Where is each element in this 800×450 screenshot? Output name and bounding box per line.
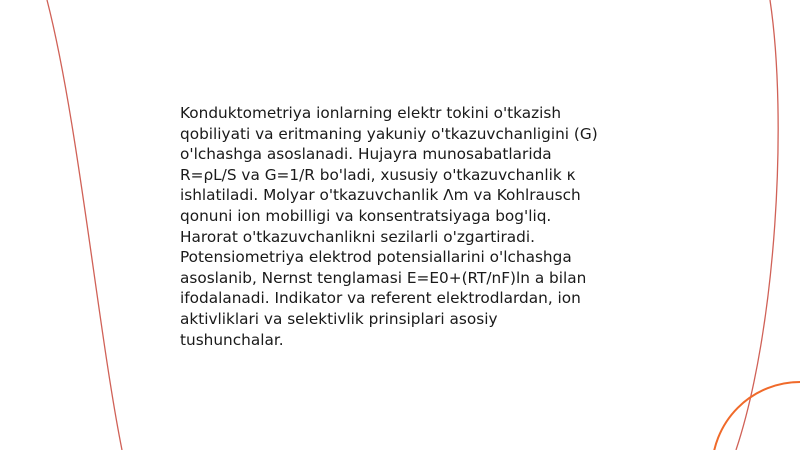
text-line: R=ρL/S va G=1/R bo'ladi, xususiy o'tkazuvchanlik κ bbox=[180, 165, 576, 184]
text-line: Harorat o'tkazuvchanlikni sezilarli o'zgartiradi. bbox=[180, 227, 535, 246]
text-line: qobiliyati va eritmaning yakuniy o'tkazuvchanligini (G) bbox=[180, 124, 598, 143]
text-line: Konduktometriya ionlarning elektr tokini o'tkazish bbox=[180, 104, 562, 122]
text-line: tushunchalar. bbox=[180, 330, 284, 349]
text-line: qonuni ion mobilligi va konsentratsiyaga bog'liq. bbox=[180, 206, 552, 225]
text-line: o'lchashga asoslanadi. Hujayra munosabatlarida bbox=[180, 145, 552, 164]
text-line: ifodalanadi. Indikator va referent elektrodlardan, ion bbox=[180, 289, 581, 308]
body-paragraph bbox=[180, 103, 620, 350]
text-line: aktivliklari va selektivlik prinsiplari asosiy bbox=[180, 309, 498, 328]
left-arc bbox=[47, 0, 122, 450]
text-line: asoslanib, Nernst tenglamasi E=E0+(RT/nF)ln a bilan bbox=[180, 268, 587, 287]
text-line: Potensiometriya elektrod potensiallarini o'lchashga bbox=[180, 248, 572, 267]
orange-circle bbox=[712, 382, 800, 450]
right-arc bbox=[736, 0, 778, 450]
text-line: ishlatiladi. Molyar o'tkazuvchanlik Λm va Kohlrausch bbox=[180, 186, 581, 205]
